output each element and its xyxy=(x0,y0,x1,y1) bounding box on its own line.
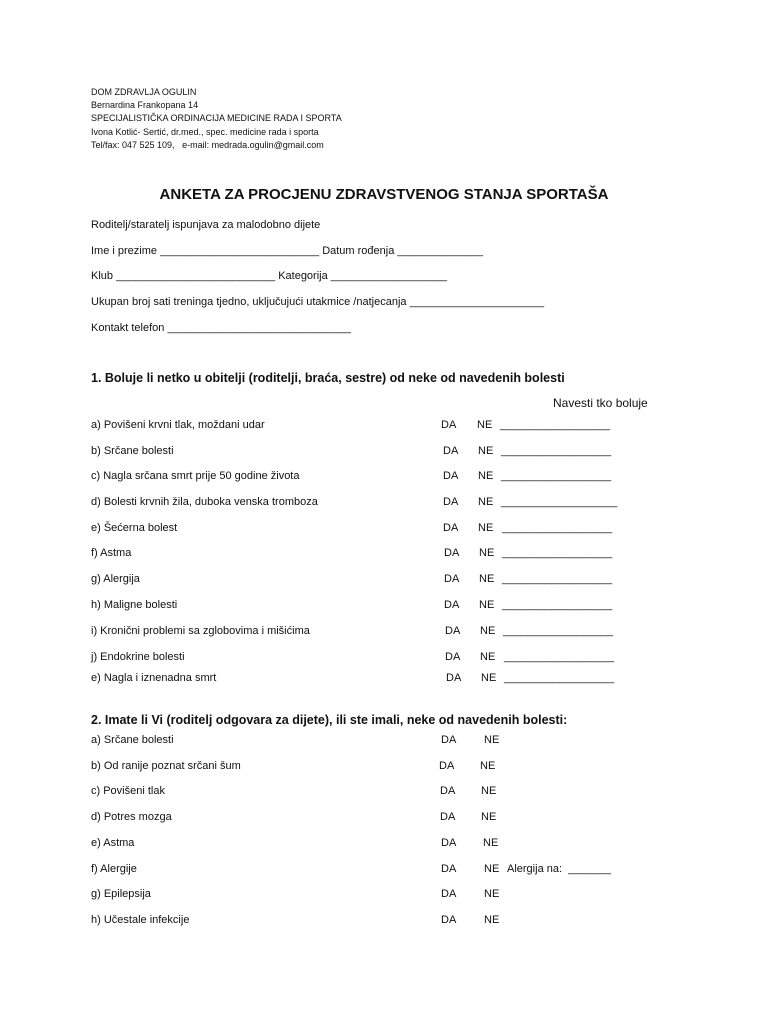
section2-item-label: e) Astma xyxy=(91,837,135,849)
who-suffers-field[interactable]: ___________________ xyxy=(501,496,618,508)
da-option[interactable]: DA xyxy=(443,522,459,534)
who-suffers-field[interactable]: __________________ xyxy=(504,651,615,663)
ne-option[interactable]: NE xyxy=(479,599,495,611)
section1-heading: 1. Boluje li netko u obitelji (roditelji, braća, sestre) od neke od navedenih bolesti xyxy=(91,371,565,385)
ne-option[interactable]: NE xyxy=(484,863,500,875)
who-suffers-field[interactable]: __________________ xyxy=(501,445,612,457)
section2-item-label: g) Epilepsija xyxy=(91,888,151,900)
da-option[interactable]: DA xyxy=(441,837,457,849)
da-option[interactable]: DA xyxy=(446,672,462,684)
section2-item-label: a) Srčane bolesti xyxy=(91,734,174,746)
da-option[interactable]: DA xyxy=(441,888,457,900)
ne-option[interactable]: NE xyxy=(478,445,494,457)
who-suffers-field[interactable]: __________________ xyxy=(502,547,613,559)
name-birthdate-field[interactable]: Ime i prezime __________________________ Datum rođenja ______________ xyxy=(91,245,484,257)
section1-item-label: i) Kronični problemi sa zglobovima i mišićima xyxy=(91,625,310,637)
da-option[interactable]: DA xyxy=(441,734,457,746)
da-option[interactable]: DA xyxy=(441,863,457,875)
section1-item-label: b) Srčane bolesti xyxy=(91,445,174,457)
ne-option[interactable]: NE xyxy=(478,522,494,534)
allergy-detail-field[interactable]: Alergija na: _______ xyxy=(507,863,611,875)
section2-item-label: c) Povišeni tlak xyxy=(91,785,165,797)
section1-item-label: j) Endokrine bolesti xyxy=(91,651,185,663)
ne-option[interactable]: NE xyxy=(480,625,496,637)
ne-option[interactable]: NE xyxy=(481,785,497,797)
ne-option[interactable]: NE xyxy=(480,651,496,663)
da-option[interactable]: DA xyxy=(445,625,461,637)
section2-item-label: f) Alergije xyxy=(91,863,137,875)
ne-option[interactable]: NE xyxy=(479,573,495,585)
section1-item-label: g) Alergija xyxy=(91,573,140,585)
da-option[interactable]: DA xyxy=(444,573,460,585)
who-suffers-field[interactable]: __________________ xyxy=(500,419,611,431)
section1-item-label: a) Povišeni krvni tlak, moždani udar xyxy=(91,419,265,431)
club-category-field[interactable]: Klub __________________________ Kategorija ___________________ xyxy=(91,270,448,282)
section1-item-label: e) Šećerna bolest xyxy=(91,522,178,534)
ne-option[interactable]: NE xyxy=(480,760,496,772)
da-option[interactable]: DA xyxy=(443,445,459,457)
header-line-contact: Tel/fax: 047 525 109, e-mail: medrada.ogulin@gmail.com xyxy=(91,140,324,150)
header-line-doctor: Ivona Kotlić- Sertić, dr.med., spec. medicine rada i sporta xyxy=(91,127,319,137)
section1-item-label: e) Nagla i iznenadna smrt xyxy=(91,672,217,684)
ne-option[interactable]: NE xyxy=(478,496,494,508)
da-option[interactable]: DA xyxy=(444,547,460,559)
section1-column-label: Navesti tko boluje xyxy=(553,396,648,410)
header-line-address: Bernardina Frankopana 14 xyxy=(91,100,199,110)
section1-item-label: c) Nagla srčana smrt prije 50 godine života xyxy=(91,470,300,482)
who-suffers-field[interactable]: __________________ xyxy=(502,599,613,611)
section1-item-label: f) Astma xyxy=(91,547,132,559)
ne-option[interactable]: NE xyxy=(477,419,493,431)
section2-item-label: d) Potres mozga xyxy=(91,811,172,823)
da-option[interactable]: DA xyxy=(441,914,457,926)
section1-item-label: h) Maligne bolesti xyxy=(91,599,178,611)
da-option[interactable]: DA xyxy=(445,651,461,663)
who-suffers-field[interactable]: __________________ xyxy=(501,470,612,482)
ne-option[interactable]: NE xyxy=(484,734,500,746)
da-option[interactable]: DA xyxy=(441,419,457,431)
ne-option[interactable]: NE xyxy=(484,914,500,926)
who-suffers-field[interactable]: __________________ xyxy=(502,522,613,534)
da-option[interactable]: DA xyxy=(439,760,455,772)
section2-item-label: h) Učestale infekcije xyxy=(91,914,190,926)
ne-option[interactable]: NE xyxy=(478,470,494,482)
ne-option[interactable]: NE xyxy=(483,837,499,849)
who-suffers-field[interactable]: __________________ xyxy=(502,573,613,585)
ne-option[interactable]: NE xyxy=(484,888,500,900)
da-option[interactable]: DA xyxy=(443,470,459,482)
da-option[interactable]: DA xyxy=(443,496,459,508)
section2-heading: 2. Imate li Vi (roditelj odgovara za dijete), ili ste imali, neke od navedenih bolesti: xyxy=(91,713,568,727)
ne-option[interactable]: NE xyxy=(481,672,497,684)
training-hours-field[interactable]: Ukupan broj sati treninga tjedno, uključujući utakmice /natjecanja ______________________ xyxy=(91,296,545,308)
header-line-department: SPECIJALISTIČKA ORDINACIJA MEDICINE RADA I SPORTA xyxy=(91,113,342,123)
section2-item-label: b) Od ranije poznat srčani šum xyxy=(91,760,241,772)
section1-item-label: d) Bolesti krvnih žila, duboka venska tromboza xyxy=(91,496,318,508)
guardian-note: Roditelj/staratelj ispunjava za malodobno dijete xyxy=(91,219,321,231)
who-suffers-field[interactable]: __________________ xyxy=(504,672,615,684)
who-suffers-field[interactable]: __________________ xyxy=(503,625,614,637)
da-option[interactable]: DA xyxy=(444,599,460,611)
document-title: ANKETA ZA PROCJENU ZDRAVSTVENOG STANJA SPORTAŠA xyxy=(159,186,609,203)
ne-option[interactable]: NE xyxy=(481,811,497,823)
da-option[interactable]: DA xyxy=(440,811,456,823)
da-option[interactable]: DA xyxy=(440,785,456,797)
contact-phone-field[interactable]: Kontakt telefon ______________________________ xyxy=(91,322,351,334)
header-line-institution: DOM ZDRAVLJA OGULIN xyxy=(91,87,197,97)
ne-option[interactable]: NE xyxy=(479,547,495,559)
